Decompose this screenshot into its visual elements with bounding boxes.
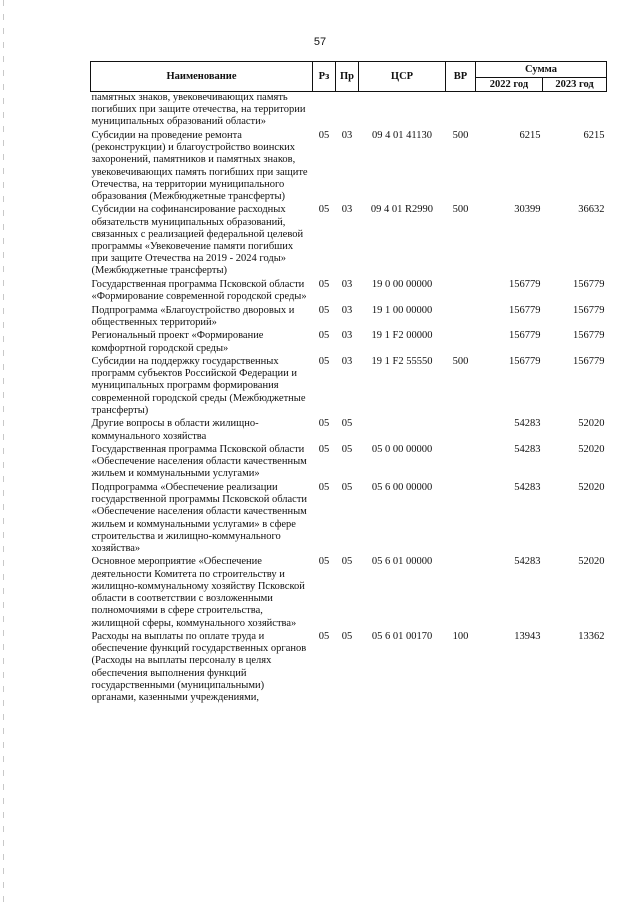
header-sum: Сумма (476, 62, 607, 78)
row-rz: 05 (318, 444, 330, 456)
row-vr (446, 92, 476, 130)
row-amount-2022: 54283 (514, 556, 541, 568)
row-pr: 03 (341, 129, 353, 141)
row-amount-2022: 6215 (519, 129, 541, 141)
row-csr: 19 1 F2 00000 (371, 330, 433, 342)
row-pr: 03 (341, 356, 353, 368)
row-pr: 05 (341, 556, 353, 568)
table-header (91, 62, 607, 92)
table-row (91, 631, 607, 706)
row-amount-2023: 156779 (573, 304, 605, 316)
header-csr: ЦСР (359, 62, 446, 92)
row-amount-2023: 13362 (578, 631, 605, 642)
header-year-2022: 2022 год (476, 78, 543, 92)
row-rz: 05 (318, 356, 330, 368)
header-vr: ВР (446, 62, 476, 92)
row-amount-2022: 156779 (509, 278, 541, 290)
row-rz: 05 (318, 278, 330, 290)
row-amount-2023 (543, 92, 607, 130)
row-csr: 19 1 00 00000 (371, 304, 433, 316)
table-row (91, 444, 607, 482)
row-amount-2023: 156779 (573, 330, 605, 342)
row-pr: 03 (341, 304, 353, 316)
table-row (91, 482, 607, 557)
row-amount-2022 (476, 92, 543, 130)
table-row (91, 92, 607, 130)
row-name: Субсидии на проведение ремонта (реконструкции) и благоустройство воинских захоронений, памятников и памятных знаков, увековечивающих память погибших при защите Отечества, на территории муниципального образования (Межбюджетные трансферты) (91, 129, 308, 202)
header-year-2023: 2023 год (543, 78, 607, 92)
row-pr: 05 (341, 418, 353, 430)
row-vr (446, 482, 476, 557)
row-pr: 03 (341, 330, 353, 342)
row-csr (359, 418, 446, 444)
row-rz: 05 (318, 418, 330, 430)
row-amount-2022: 54283 (514, 444, 541, 456)
row-amount-2023: 156779 (573, 356, 605, 368)
row-amount-2023: 156779 (573, 278, 605, 290)
row-csr: 09 4 01 41130 (372, 129, 432, 141)
row-vr (446, 305, 476, 331)
row-vr (446, 556, 476, 631)
row-name: Расходы на выплаты по оплате труда и обеспечение функций государственных органов (Расходы на выплаты персоналу в целях обеспечения выполнения функций государственными (муниципальными) органами, казенными учреждениями, (91, 631, 307, 704)
row-rz (313, 92, 336, 130)
table-row (91, 305, 607, 331)
table-row (91, 330, 607, 356)
row-amount-2022: 156779 (509, 304, 541, 316)
row-amount-2022: 156779 (509, 356, 541, 368)
row-rz: 05 (318, 204, 330, 216)
row-amount-2022: 54283 (514, 418, 541, 430)
row-csr: 05 6 00 00000 (371, 481, 433, 493)
row-vr: 500 (452, 129, 469, 141)
table-row (91, 130, 607, 205)
row-amount-2023: 52020 (578, 444, 605, 456)
row-amount-2023: 52020 (578, 556, 605, 568)
page-number: 57 (313, 36, 327, 48)
row-rz: 05 (318, 129, 330, 141)
row-rz: 05 (318, 631, 330, 642)
header-rz: Рз (313, 62, 336, 92)
row-vr: 100 (452, 631, 469, 642)
row-name: Государственная программа Псковской области «Формирование современной городской среды» (91, 278, 307, 303)
row-name: Государственная программа Псковской области «Обеспечение населения области качественным жильем и коммунальными услугами» (91, 444, 307, 480)
row-vr (446, 444, 476, 482)
table-body (91, 92, 607, 706)
row-pr: 05 (341, 444, 353, 456)
table-row (91, 556, 607, 631)
row-name: Субсидии на софинансирование расходных обязательств муниципальных образований, связанных с реализацией федеральной целевой программы «Увековечение памяти погибших при защите Отечества на 2019 - 2024 годы» (Межбюджетные трансферты) (91, 204, 304, 277)
table-row (91, 418, 607, 444)
row-name: Подпрограмма «Благоустройство дворовых и общественных территорий» (91, 304, 295, 328)
row-pr: 05 (341, 631, 353, 642)
row-csr: 09 4 01 R2990 (370, 204, 434, 216)
row-name: Другие вопросы в области жилищно-коммунального хозяйства (91, 418, 259, 442)
row-name: Подпрограмма «Обеспечение реализации государственной программы Псковской области «Обеспечение населения области качественным жильем и коммунальными услугами» в сфере строительства и жилищно-коммунального хозяйства» (91, 481, 308, 554)
row-vr (446, 418, 476, 444)
table-row (91, 204, 607, 279)
row-amount-2022: 54283 (514, 481, 541, 493)
row-name: Субсидии на поддержку государственных программ субъектов Российской Федерации и муниципальных программ формирования современной городской среды (Межбюджетные трансферты) (91, 356, 306, 416)
row-name: Региональный проект «Формирование комфортной городской среды» (91, 330, 264, 354)
row-csr (359, 92, 446, 130)
row-amount-2022: 13943 (514, 631, 541, 642)
row-rz: 05 (318, 481, 330, 493)
table-row (91, 356, 607, 418)
row-csr: 05 6 01 00000 (371, 556, 433, 568)
row-amount-2023: 36632 (578, 204, 605, 216)
header-name: Наименование (91, 62, 313, 92)
scan-edge (3, 0, 4, 905)
table-row (91, 279, 607, 305)
row-amount-2023: 52020 (578, 481, 605, 493)
row-rz: 05 (318, 330, 330, 342)
row-rz: 05 (318, 556, 330, 568)
row-csr: 05 0 00 00000 (371, 444, 433, 456)
row-vr (446, 279, 476, 305)
row-pr: 03 (341, 278, 353, 290)
row-vr: 500 (452, 356, 469, 368)
row-pr: 05 (341, 481, 353, 493)
row-csr: 05 6 01 00170 (371, 631, 433, 642)
row-amount-2022: 156779 (509, 330, 541, 342)
row-vr (446, 330, 476, 356)
row-name: Основное мероприятие «Обеспечение деятельности Комитета по строительству и жилищно-коммунальному хозяйству Псковской области в соответствии с возложенными полномочиями в сфере строительства, жилищной сферы, коммунального хозяйства» (91, 556, 305, 629)
row-amount-2023: 6215 (583, 129, 605, 141)
row-vr: 500 (452, 204, 469, 216)
row-name: памятных знаков, увековечивающих память погибших при защите отечества, на территории муниципальных образований области» (91, 92, 306, 128)
row-csr: 19 0 00 00000 (371, 278, 433, 290)
header-pr: Пр (336, 62, 359, 92)
row-rz: 05 (318, 304, 330, 316)
row-csr: 19 1 F2 55550 (371, 356, 433, 368)
row-amount-2022: 30399 (514, 204, 541, 216)
row-amount-2023: 52020 (578, 418, 605, 430)
budget-table (90, 61, 607, 706)
row-pr: 03 (341, 204, 353, 216)
row-pr (336, 92, 359, 130)
